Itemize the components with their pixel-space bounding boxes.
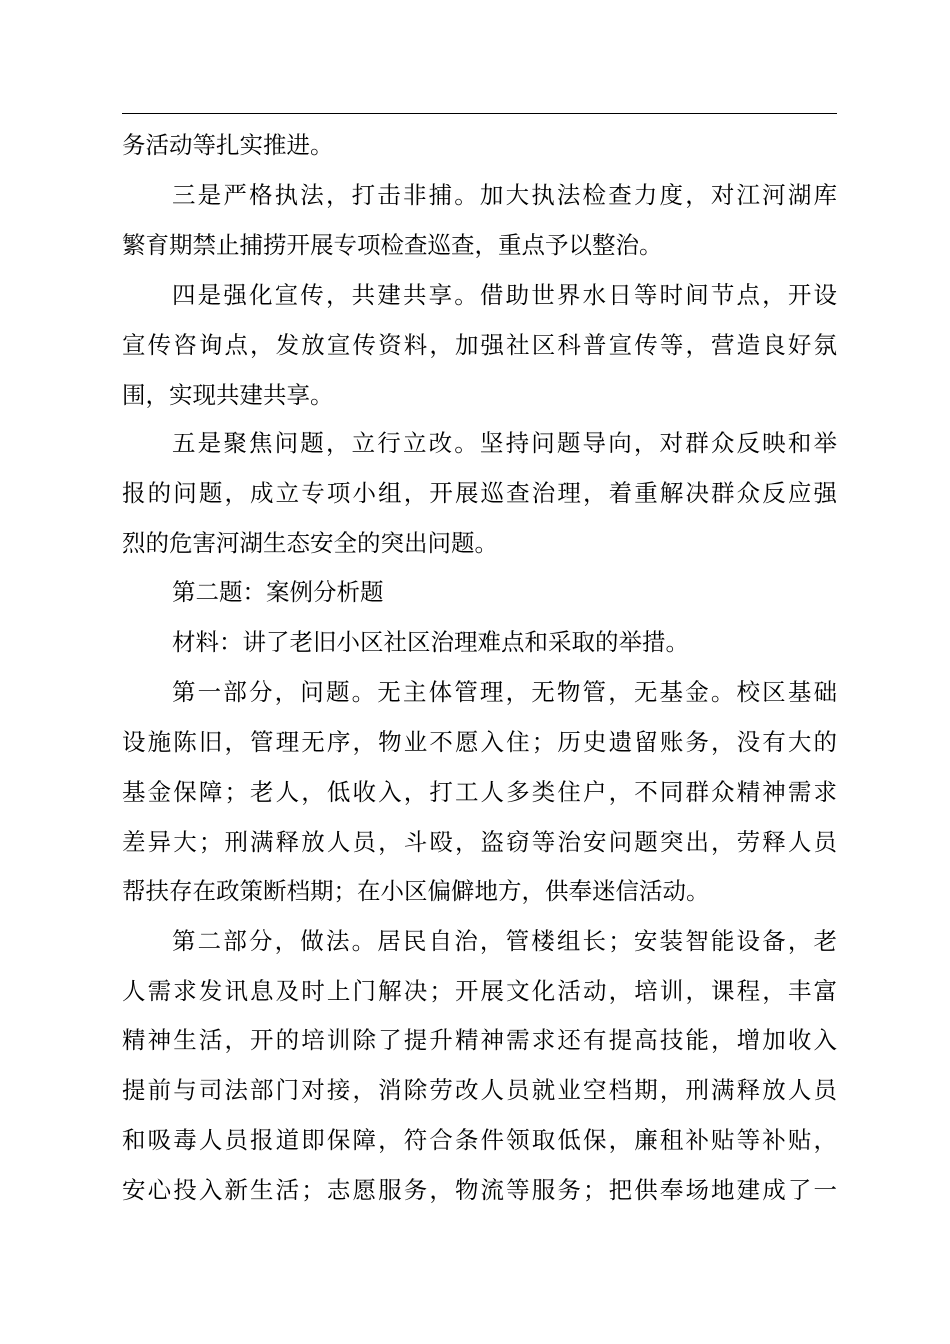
text-line-19: 精神生活，开的培训除了提升精神需求还有提高技能，增加收入 bbox=[122, 1026, 837, 1054]
text-line-2: 三是严格执法，打击非捕。加大执法检查力度，对江河湖库 bbox=[172, 181, 837, 209]
text-line-5: 宣传咨询点，发放宣传资料，加强社区科普宣传等，营造良好氛 bbox=[122, 331, 837, 359]
text-line-17: 第二部分，做法。居民自治，管楼组长；安装智能设备，老 bbox=[172, 927, 837, 955]
text-line-16: 帮扶存在政策断档期；在小区偏僻地方，供奉迷信活动。 bbox=[122, 877, 710, 905]
text-line-20: 提前与司法部门对接，消除劳改人员就业空档期，刑满释放人员 bbox=[122, 1076, 837, 1104]
text-line-15: 差异大；刑满释放人员，斗殴，盗窃等治安问题突出，劳释人员 bbox=[122, 828, 837, 856]
text-line-21: 和吸毒人员报道即保障，符合条件领取低保，廉租补贴等补贴， bbox=[122, 1126, 837, 1154]
text-line-6: 围，实现共建共享。 bbox=[122, 381, 334, 409]
section-heading: 第二题：案例分析题 bbox=[172, 578, 384, 606]
text-line-4: 四是强化宣传，共建共享。借助世界水日等时间节点，开设 bbox=[172, 281, 837, 309]
text-line-12: 第一部分，问题。无主体管理，无物管，无基金。校区基础 bbox=[172, 678, 837, 706]
text-line-7: 五是聚焦问题，立行立改。坚持问题导向，对群众反映和举 bbox=[172, 429, 837, 457]
text-line-9: 烈的危害河湖生态安全的突出问题。 bbox=[122, 529, 498, 557]
text-line-13: 设施陈旧，管理无序，物业不愿入住；历史遗留账务，没有大的 bbox=[122, 728, 837, 756]
text-line-22: 安心投入新生活；志愿服务，物流等服务；把供奉场地建成了一 bbox=[122, 1176, 837, 1204]
header-rule bbox=[122, 113, 837, 114]
text-line-3: 繁育期禁止捕捞开展专项检查巡查，重点予以整治。 bbox=[122, 231, 663, 259]
text-line-8: 报的问题，成立专项小组，开展巡查治理，着重解决群众反应强 bbox=[122, 479, 837, 507]
text-line-18: 人需求发讯息及时上门解决；开展文化活动，培训，课程，丰富 bbox=[122, 977, 837, 1005]
text-line-14: 基金保障；老人，低收入，打工人多类住户，不同群众精神需求 bbox=[122, 778, 837, 806]
text-line-11: 材料：讲了老旧小区社区治理难点和采取的举措。 bbox=[172, 628, 689, 656]
text-line-1: 务活动等扎实推进。 bbox=[122, 131, 334, 159]
